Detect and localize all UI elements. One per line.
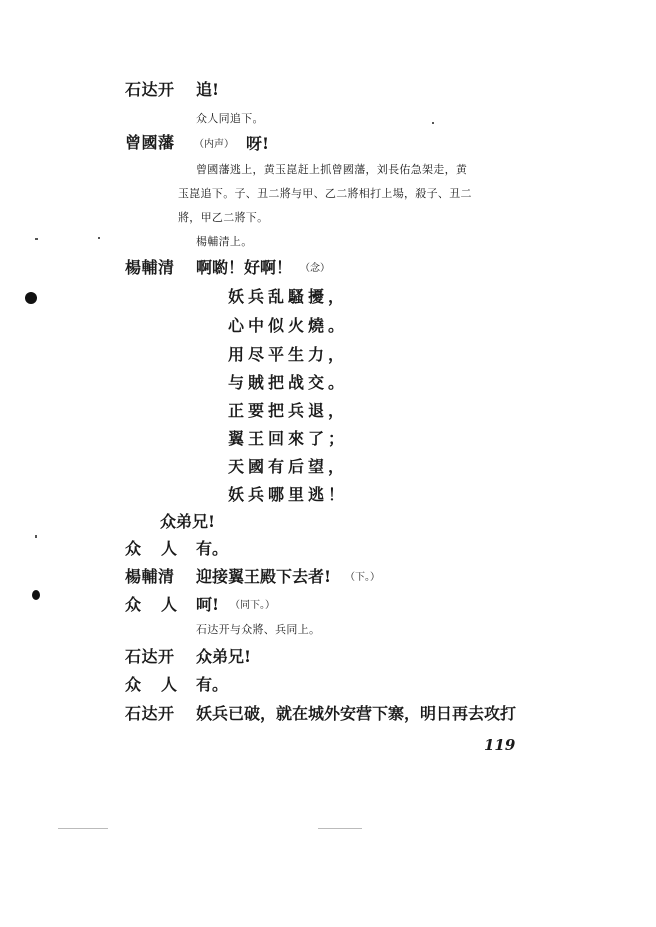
dialogue-text: 妖兵已破，就在城外安营下寨，明日再去攻打 <box>196 704 517 723</box>
stage-direction: 將，甲乙二將下。 <box>178 211 269 224</box>
dialogue-text: 有。 <box>196 675 229 694</box>
dialogue-text: 有。 <box>196 539 229 558</box>
verse-line: 正要把兵退， <box>228 401 349 420</box>
dialogue-text: 呵! <box>196 595 220 614</box>
stage-direction: 曾國藩逃上，黄玉崑赶上抓曾國藩，刘長佑急架走，黄 <box>196 163 468 176</box>
dialogue-text: 迎接翼王殿下去者! <box>196 567 332 586</box>
stage-direction: 楊輔清上。 <box>196 235 253 248</box>
verse-line: 与賊把战交。 <box>228 373 349 392</box>
scan-speck <box>432 122 434 124</box>
parenthetical: （下。） <box>345 572 380 583</box>
dialogue-text: 众弟兄! <box>160 512 216 531</box>
scan-speck <box>58 828 108 829</box>
verse-line: 翼王回來了； <box>228 429 349 448</box>
speaker-label: 楊輔清 <box>125 258 175 277</box>
verse-line: 天國有后望， <box>228 457 349 476</box>
verse-line: 妖兵哪里逃！ <box>228 485 349 504</box>
parenthetical: （念） <box>300 263 330 274</box>
parenthetical: （内声） <box>194 139 234 150</box>
speaker-label: 石达开 <box>125 80 175 99</box>
speaker-label: 众 人 <box>125 539 180 558</box>
page-number: 119 <box>484 736 516 754</box>
speaker-label: 众 人 <box>125 675 180 694</box>
verse-line: 心中似火燒。 <box>228 316 349 335</box>
verse-line: 用尽平生力， <box>228 345 349 364</box>
speaker-label: 曾國藩 <box>125 133 175 152</box>
dialogue-text: 呀! <box>246 134 270 153</box>
stage-direction: 众人同追下。 <box>196 112 264 125</box>
binding-hole-mark <box>25 292 37 304</box>
speaker-label: 石达开 <box>125 704 175 723</box>
dialogue-text: 追! <box>196 80 220 99</box>
verse-line: 妖兵乱騷擾， <box>228 287 349 306</box>
parenthetical: （同下。） <box>230 600 275 611</box>
stage-direction: 石达开与众將、兵同上。 <box>196 623 321 636</box>
scan-speck <box>35 535 37 538</box>
dialogue-text: 众弟兄! <box>196 647 252 666</box>
dialogue-text: 啊喲！好啊！ <box>196 258 293 277</box>
binding-hole-mark <box>32 590 40 600</box>
scan-speck <box>318 828 362 829</box>
scan-speck <box>35 238 38 240</box>
scan-speck <box>98 237 100 239</box>
speaker-label: 楊輔清 <box>125 567 175 586</box>
speaker-label: 石达开 <box>125 647 175 666</box>
stage-direction: 玉崑追下。子、丑二將与甲、乙二將相打上場，殺子、丑二 <box>178 187 472 200</box>
speaker-label: 众 人 <box>125 595 180 614</box>
